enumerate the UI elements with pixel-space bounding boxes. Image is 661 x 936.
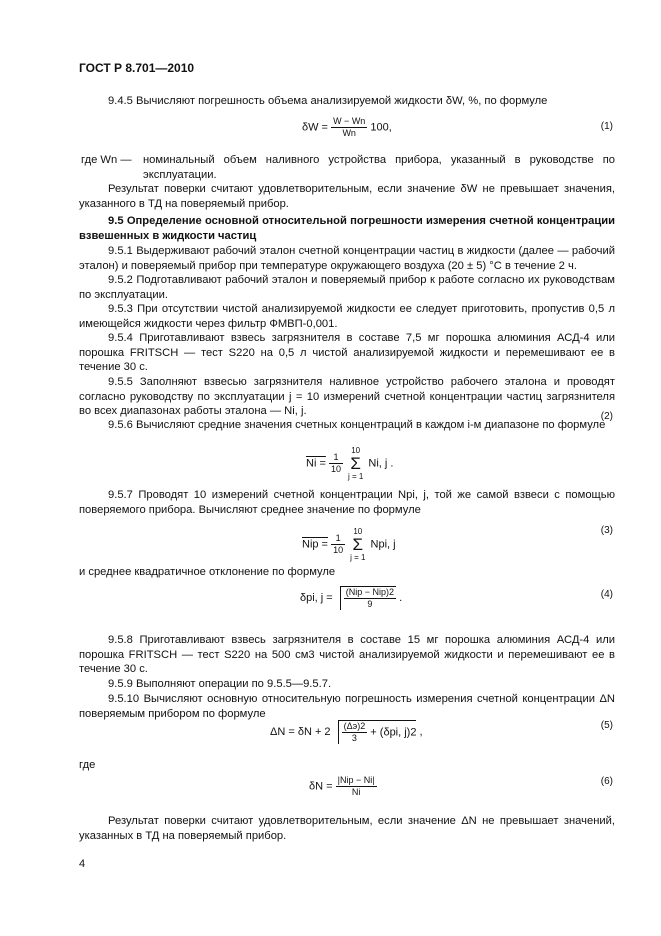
formula-6-lhs: δN = — [309, 780, 333, 793]
section-9-5-heading: 9.5 Определение основной относительной погрешности измерения счетной концентрации взвешенных в жидкости частиц — [79, 215, 615, 242]
paragraph-9-5-5: 9.5.5 Заполняют взвесью загрязнителя наливное устройство рабочего эталона и проводят согласно руководству по эксплуатации j = 10 измерений счетной концентрации частиц загрязнителя во всех диапазонах работы эталона — Ni, j. — [79, 376, 615, 418]
formula-6-number: (6) — [600, 776, 613, 787]
formula-3-fraction — [331, 533, 345, 556]
formula-1-denominator: Wn — [342, 128, 356, 138]
formula-6-denominator: Ni — [351, 787, 361, 797]
formula-3-lhs: Nip = — [302, 538, 328, 551]
paragraph-9-5-6: 9.5.6 Вычисляют средние значения счетных концентраций в каждом i-м диапазоне по формуле — [108, 419, 606, 431]
formula-2-denominator: 10 — [330, 464, 341, 474]
document-header: ГОСТ Р 8.701—2010 — [79, 61, 195, 75]
where-wn — [81, 153, 615, 182]
paragraph-9-5-10: 9.5.10 Вычисляют основную относительную погрешность измерения счетной концентрации ΔN поверяемым прибором по формуле — [79, 693, 615, 720]
formula-5-plus-term: + (δpi, j)2 — [370, 726, 417, 739]
formula-5-denominator: 3 — [351, 733, 357, 743]
where-wn-text: номинальный объем наливного устройства прибора, указанный в руководстве по эксплуатации. — [143, 154, 615, 181]
paragraph-9-4-5: 9.4.5 Вычисляют погрешность объема анализируемой жидкости δW, %, по формуле — [108, 95, 548, 107]
formula-6-numerator: |Nip − Ni| — [337, 775, 375, 785]
formula-2-fraction — [329, 452, 343, 475]
formula-2-sum-top: 10 — [351, 446, 361, 455]
formula-5-fraction — [342, 721, 368, 744]
formula-3-sum-bottom: j = 1 — [350, 553, 366, 562]
formula-3-term: Npi, j — [370, 538, 396, 551]
formula-2 — [306, 446, 393, 481]
paragraph-9-5-4: 9.5.4 Приготавливают взвесь загрязнителя в составе 7,5 мг порошка алюминия АСД-4 или порошка FRITSCH — тест S220 на 0,5 л чистой анализируемой жидкости и перемешивают ее в течение 30 с. — [79, 332, 615, 374]
formula-3-sum-top: 10 — [353, 527, 363, 536]
formula-2-number: (2) — [600, 411, 613, 422]
formula-3 — [302, 527, 396, 562]
formula-1-number: (1) — [600, 121, 613, 132]
formula-5-numerator: (Δэ)2 — [343, 721, 366, 731]
formula-4-fraction — [344, 587, 396, 610]
where-wn-lead: где Wn — — [81, 154, 132, 166]
sqrt-icon — [340, 586, 396, 610]
formula-1 — [302, 116, 392, 139]
formula-3-sum — [350, 527, 365, 562]
formula-4-numerator: (Nip − Nip)2 — [345, 587, 395, 597]
formula-4-number: (4) — [600, 589, 613, 600]
sigma-icon: Σ — [350, 454, 361, 473]
sko-intro: и среднее квадратичное отклонение по формуле — [79, 566, 336, 578]
formula-6-fraction — [336, 775, 377, 798]
formula-2-sum — [348, 446, 363, 481]
page-number: 4 — [79, 858, 86, 870]
formula-4-denominator: 9 — [367, 599, 373, 609]
formula-1-lhs: δW = — [302, 121, 328, 134]
sqrt-icon — [338, 720, 417, 744]
sigma-icon: Σ — [352, 535, 364, 554]
formula-5-number: (5) — [600, 720, 613, 731]
paragraph-9-5-1: 9.5.1 Выдерживают рабочий эталон счетной концентрации частиц в жидкости (далее — рабочий эталон) и поверяемый прибор при температуре окружающего воздуха (20 ± 5) °С в течение 2 ч. — [79, 245, 615, 272]
paragraph-9-5-9: 9.5.9 Выполняют операции по 9.5.5—9.5.7. — [108, 678, 332, 690]
paragraph-9-5-3: 9.5.3 При отсутствии чистой анализируемой жидкости ее следует приготовить, пропустив 0,5 л имеющейся жидкости через фильтр ФМВП-0,001. — [79, 303, 615, 330]
formula-1-fraction — [331, 116, 367, 139]
result-paragraph-2: Результат поверки считают удовлетворительным, если значение ΔN не превышает значений, указанных в ТД на поверяемый прибор. — [79, 815, 615, 842]
formula-3-numerator: 1 — [331, 533, 345, 545]
formula-2-lhs: Ni = — [306, 457, 326, 470]
formula-2-term: Ni, j . — [368, 457, 394, 470]
formula-5-tail: , — [419, 725, 423, 738]
result-paragraph-1: Результат поверки считают удовлетворительным, если значение δW не превышает значения, указанного в ТД на поверяемый прибор. — [79, 183, 615, 210]
formula-3-number: (3) — [600, 525, 613, 536]
formula-5-lhs: ΔN = δN + 2 — [270, 725, 331, 738]
formula-4-tail: . — [399, 591, 403, 604]
formula-3-denominator: 10 — [333, 545, 344, 555]
formula-1-tail: 100, — [370, 121, 392, 134]
formula-2-sum-bottom: j = 1 — [348, 472, 364, 481]
formula-4-lhs: δpi, j = — [300, 591, 333, 604]
paragraph-9-5-2: 9.5.2 Подготавливают рабочий эталон и поверяемый прибор к работе согласно их руководствам по эксплуатации. — [79, 274, 615, 301]
where-label: где — [79, 759, 96, 771]
formula-4 — [300, 586, 402, 610]
paragraph-9-5-8: 9.5.8 Приготавливают взвесь загрязнителя в составе 15 мг порошка алюминия АСД-4 или порошка FRITSCH — тест S220 на 500 см3 чистой анализируемой жидкости и перемешивают ее в течение 30 с. — [79, 634, 615, 676]
formula-2-numerator: 1 — [329, 452, 343, 464]
formula-5 — [270, 720, 423, 744]
formula-1-numerator: W − Wn — [333, 116, 366, 126]
paragraph-9-5-7: 9.5.7 Проводят 10 измерений счетной концентрации Npi, j, той же самой взвеси с помощью поверяемого прибора. Вычисляют среднее значение по формуле — [79, 489, 615, 516]
formula-6 — [309, 775, 377, 798]
